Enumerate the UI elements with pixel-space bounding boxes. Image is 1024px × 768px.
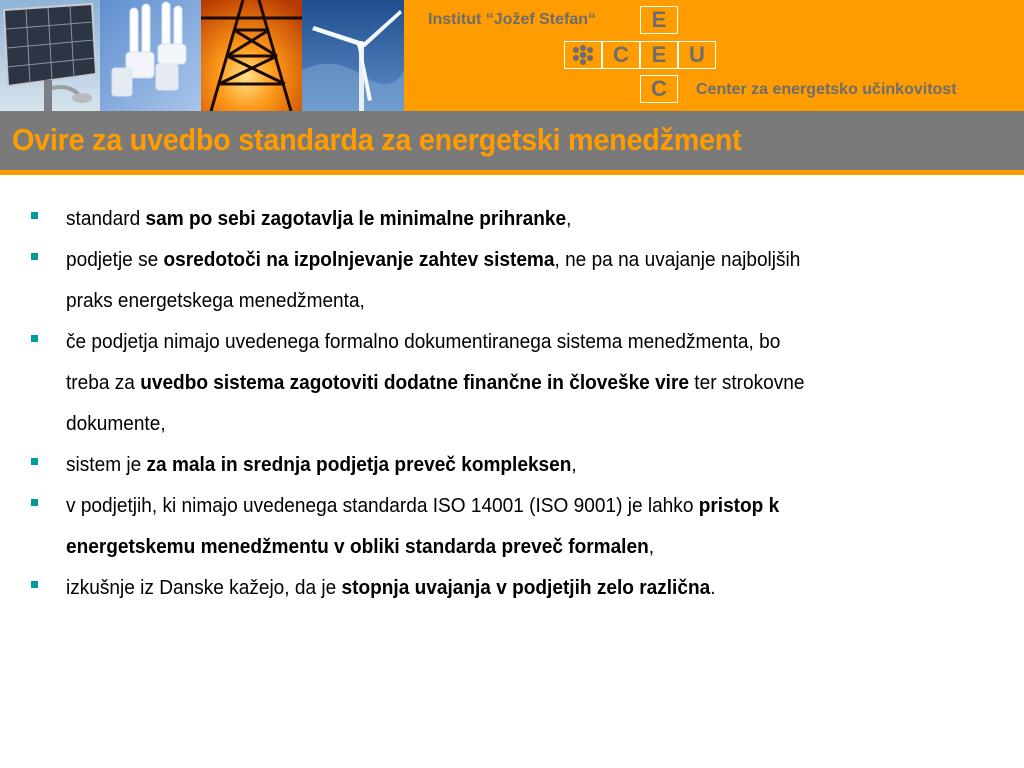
header-banner	[0, 0, 1024, 111]
text-run: ,	[648, 535, 655, 558]
text-run: sistem je	[66, 453, 147, 476]
bullet-text	[66, 567, 996, 608]
molecule-logo-icon	[564, 41, 602, 69]
bold-run: uvedbo sistema zagotoviti dodatne finančne in človeške vire	[140, 371, 689, 394]
power-pylon-photo	[201, 0, 302, 111]
solar-panel-photo	[0, 0, 100, 111]
bullet-item	[0, 239, 1024, 321]
bullet-list	[0, 198, 1024, 608]
institute-name: Institut “Jožef Stefan“	[428, 11, 597, 28]
bullet-text	[66, 485, 996, 567]
logo-letter-u-mid: U	[678, 41, 716, 69]
text-run: ,	[571, 453, 577, 476]
text-run: ter strokovne	[688, 371, 805, 394]
text-run: praks energetskega menedžmenta,	[66, 289, 365, 312]
bold-run: energetskemu menedžmentu v obliki standarda preveč formalen	[66, 535, 649, 558]
square-bullet-icon	[31, 458, 38, 465]
bullet-item	[0, 198, 1024, 239]
title-bar	[0, 111, 1024, 170]
text-run: podjetje se	[66, 248, 164, 271]
energy-bulbs-photo	[100, 0, 201, 111]
text-run: treba za	[66, 371, 141, 394]
logo-letter-c-mid: C	[602, 41, 640, 69]
bullet-text	[66, 321, 996, 444]
text-run: izkušnje iz Danske kažejo, da je	[66, 576, 342, 599]
text-run: .	[710, 576, 716, 599]
bullet-text	[66, 198, 996, 239]
bold-run: pristop k	[698, 494, 780, 517]
square-bullet-icon	[31, 499, 38, 506]
wind-turbine-photo	[302, 0, 404, 111]
logo-letter-e-mid: E	[640, 41, 678, 69]
bullet-item	[0, 567, 1024, 608]
bullet-text	[66, 239, 996, 321]
center-name: Center za energetsko učinkovitost	[696, 81, 957, 98]
text-run: v podjetjih, ki nimajo uvedenega standarda ISO 14001 (ISO 9001) je lahko	[66, 494, 699, 517]
accent-divider	[0, 170, 1024, 175]
bullet-item	[0, 485, 1024, 567]
logo-letter-e-top: E	[640, 6, 678, 34]
square-bullet-icon	[31, 581, 38, 588]
bold-run: za mala in srednja podjetja preveč kompleksen	[146, 453, 572, 476]
text-run: , ne pa na uvajanje najboljših	[554, 248, 801, 271]
square-bullet-icon	[31, 212, 38, 219]
square-bullet-icon	[31, 253, 38, 260]
bullet-item	[0, 444, 1024, 485]
slide-title: Ovire za uvedbo standarda za energetski menedžment	[12, 122, 742, 157]
bold-run: stopnja uvajanja v podjetjih zelo različna	[341, 576, 711, 599]
square-bullet-icon	[31, 335, 38, 342]
bullet-item	[0, 321, 1024, 444]
bold-run: sam po sebi zagotavlja le minimalne prihranke	[145, 207, 567, 230]
text-run: ,	[566, 207, 572, 230]
bold-run: osredotoči na izpolnjevanje zahtev sistema	[163, 248, 555, 271]
text-run: standard	[66, 207, 146, 230]
bullet-text	[66, 444, 996, 485]
text-run: dokumente,	[66, 412, 166, 435]
text-run: če podjetja nimajo uvedenega formalno dokumentiranega sistema menedžmenta, bo	[66, 330, 781, 353]
logo-letter-c-bot: C	[640, 75, 678, 103]
